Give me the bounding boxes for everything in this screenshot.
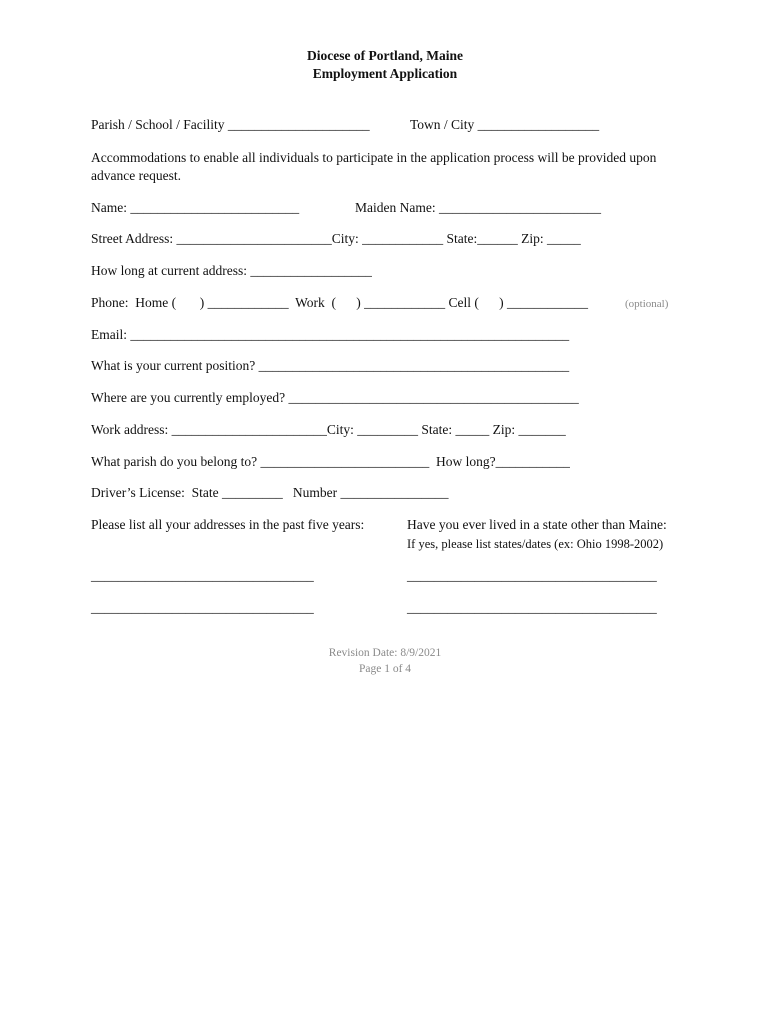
revision-date: Revision Date: 8/9/2021 [328, 647, 442, 659]
name-field[interactable]: Name: _________________________ [91, 200, 300, 215]
document-title-line1: Diocese of Portland, Maine [307, 48, 463, 63]
state-blank-right-1[interactable]: _____________________________________ [407, 568, 657, 583]
email-field[interactable]: Email: _________________________________________________________________ [91, 327, 570, 342]
accommodations-text-line2: advance request. [91, 168, 181, 183]
town-city-field[interactable]: Town / City __________________ [410, 117, 600, 132]
current-position-field[interactable]: What is your current position? ______________________________________________ [91, 358, 570, 373]
document-title-line2: Employment Application [312, 66, 458, 81]
work-address-field[interactable]: Work address: _______________________City: _________ State: _____ Zip: _______ [91, 422, 566, 437]
address-blank-left-1[interactable]: _________________________________ [91, 568, 314, 583]
phone-field[interactable]: Phone: Home ( ) ____________ Work ( ) ____________ Cell ( ) ____________ [91, 295, 589, 310]
current-address-duration-field[interactable]: How long at current address: __________________ [91, 263, 372, 278]
accommodations-text-line1: Accommodations to enable all individuals to participate in the application process will be provided upon [91, 150, 657, 165]
other-state-label: Have you ever lived in a state other than Maine: [407, 517, 667, 532]
state-blank-right-2[interactable]: _____________________________________ [407, 600, 657, 615]
street-address-field[interactable]: Street Address: _______________________City: ____________ State:______ Zip: _____ [91, 231, 581, 246]
parish-membership-field[interactable]: What parish do you belong to? _________________________ How long?___________ [91, 454, 570, 469]
current-employer-field[interactable]: Where are you currently employed? ___________________________________________ [91, 390, 579, 405]
page-number: Page 1 of 4 [358, 663, 412, 675]
other-state-hint: If yes, please list states/dates (ex: Ohio 1998-2002) [407, 537, 664, 551]
phone-optional-note: (optional) [625, 298, 669, 310]
address-blank-left-2[interactable]: _________________________________ [91, 600, 314, 615]
addresses-label: Please list all your addresses in the past five years: [91, 517, 365, 532]
drivers-license-field[interactable]: Driver’s License: State _________ Number ________________ [91, 485, 449, 500]
parish-field[interactable]: Parish / School / Facility _____________________ [91, 117, 370, 132]
maiden-name-field[interactable]: Maiden Name: ________________________ [355, 200, 601, 215]
